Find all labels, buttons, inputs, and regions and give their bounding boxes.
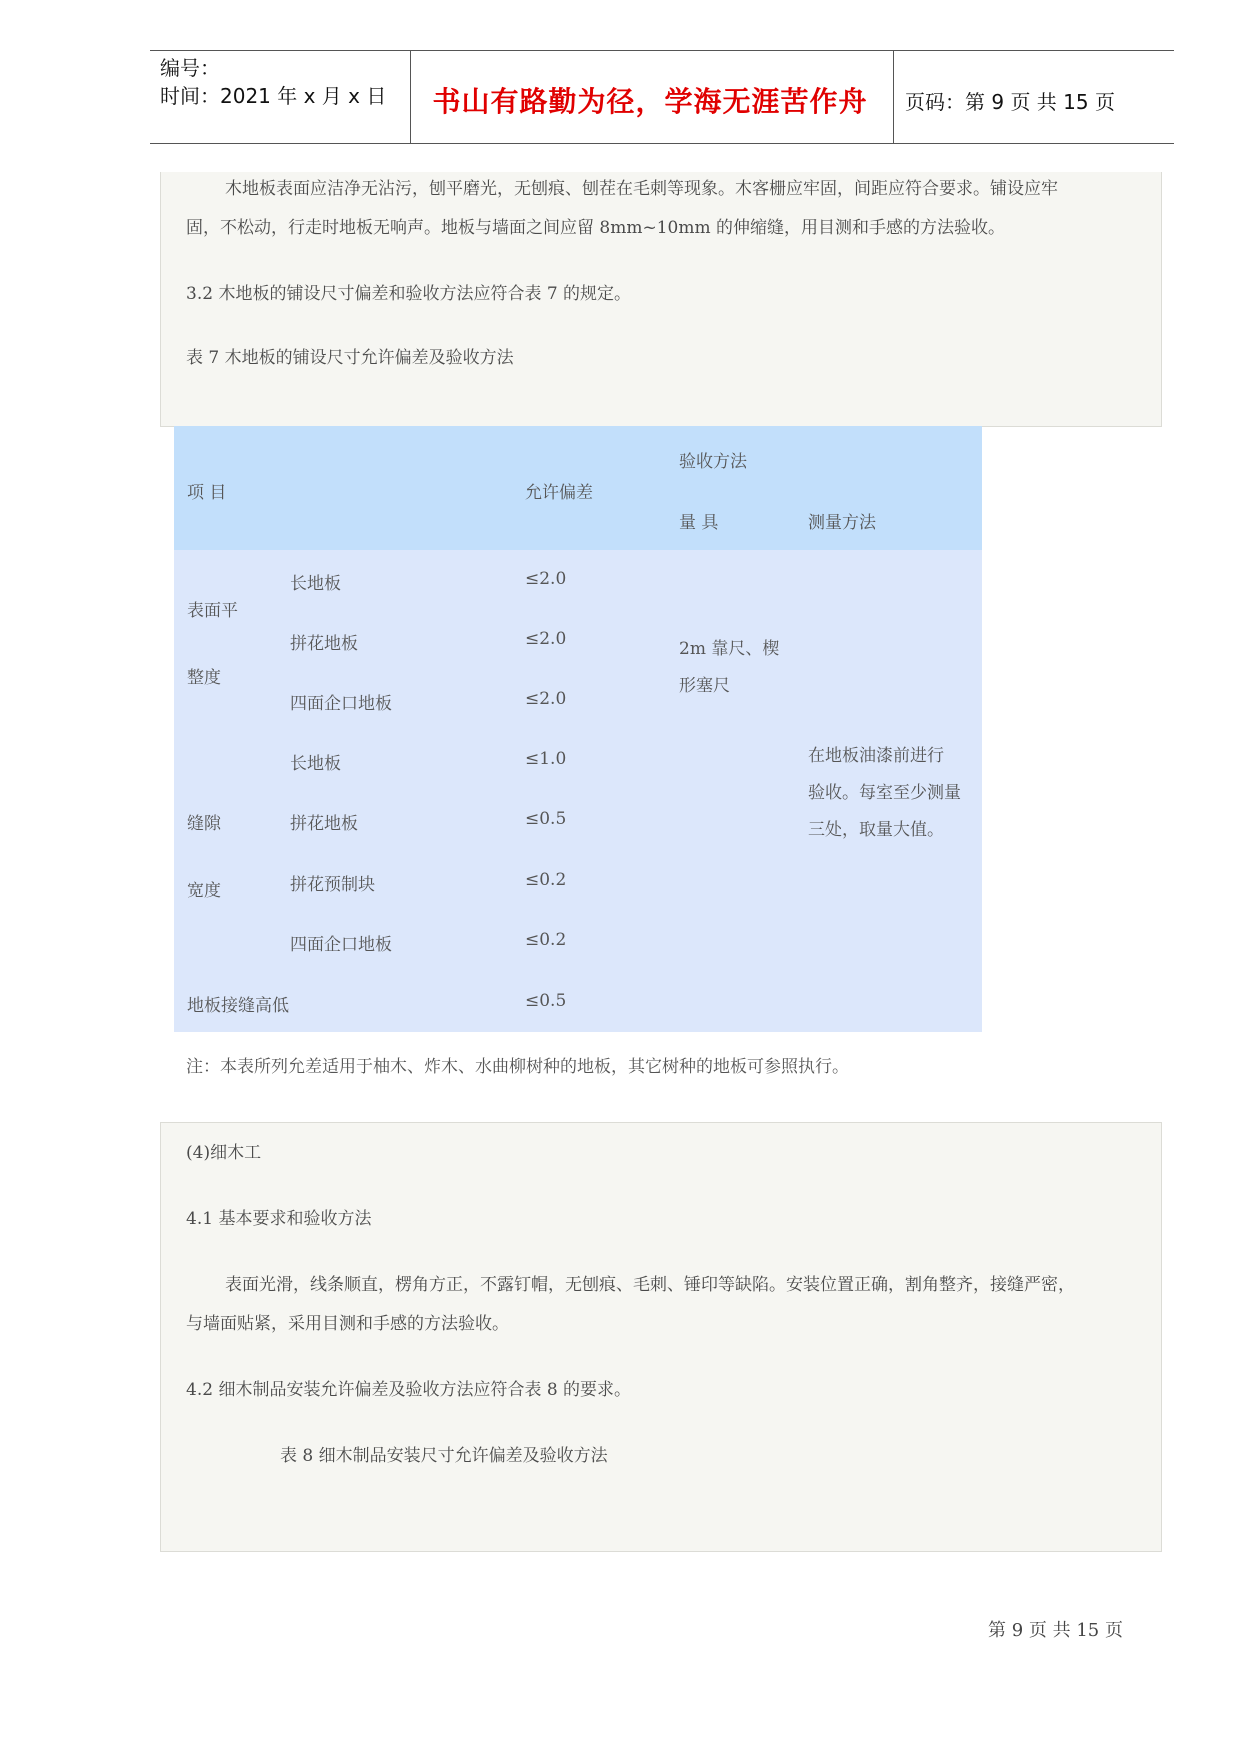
table-row-sub: 拼花地板 — [290, 634, 358, 654]
table7-group-gap-2: 宽度 — [187, 881, 221, 901]
table7-group-gap-1: 缝隙 — [187, 814, 221, 834]
section3-para-line1: 木地板表面应洁净无沾污，刨平磨光，无刨痕、刨茬在毛刺等现象。木客栅应牢固，间距应符合要求。铺设应牢 — [225, 179, 1058, 199]
table-row-tol: ≤0.5 — [525, 809, 567, 829]
table-row-sub: 四面企口地板 — [290, 935, 392, 955]
table7-last-row-item: 地板接缝高低 — [187, 996, 289, 1016]
section4-title: (4)细木工 — [186, 1143, 262, 1163]
table-row-sub: 拼花地板 — [290, 814, 358, 834]
table7-group-flatness-1: 表面平 — [187, 601, 238, 621]
table7-group-flatness-2: 整度 — [187, 668, 221, 688]
table7-header-tolerance: 允许偏差 — [525, 483, 593, 503]
table7-tool-line2: 形塞尺 — [679, 676, 730, 696]
section4-item-4-2: 4.2 细木制品安装允许偏差及验收方法应符合表 8 的要求。 — [186, 1380, 632, 1400]
section3-para-line2: 固，不松动，行走时地板无响声。地板与墙面之间应留 8mm~10mm 的伸缩缝，用目测和手感的方法验收。 — [186, 218, 1005, 238]
header-number: 编号： — [160, 56, 220, 80]
table7-measure-line1: 在地板油漆前进行 — [808, 746, 944, 766]
footer-page-number: 第 9 页 共 15 页 — [988, 1620, 1123, 1641]
table-row-tol: ≤2.0 — [525, 689, 567, 709]
table7-note: 注：本表所列允差适用于柚木、炸木、水曲柳树种的地板，其它树种的地板可参照执行。 — [186, 1057, 849, 1077]
header-time: 时间：2021 年 x 月 x 日 — [160, 84, 387, 108]
section4-item-4-1: 4.1 基本要求和验收方法 — [186, 1209, 372, 1229]
header-bottom-rule — [150, 143, 1174, 144]
header-top-rule — [150, 50, 1174, 51]
table-row-sub: 长地板 — [290, 574, 341, 594]
section4-para-line1: 表面光滑，线条顺直，楞角方正，不露钉帽，无刨痕、毛刺、锤印等缺陷。安装位置正确，割角整齐，接缝严密， — [225, 1275, 1075, 1295]
table-row-sub: 拼花预制块 — [290, 875, 375, 895]
table7-caption: 表 7 木地板的铺设尺寸允许偏差及验收方法 — [186, 348, 514, 368]
header-motto: 书山有路勤为径，学海无涯苦作舟 — [432, 85, 868, 118]
table7-tool-line1: 2m 靠尺、楔 — [679, 639, 780, 659]
table7-measure-line3: 三处，取量大值。 — [808, 820, 944, 840]
header-meta — [160, 54, 386, 110]
table-row-tol: ≤2.0 — [525, 629, 567, 649]
table7-measure-line2: 验收。每室至少测量 — [808, 783, 961, 803]
table7-last-row-tol: ≤0.5 — [525, 991, 567, 1011]
section4-para-line2: 与墙面贴紧，采用目测和手感的方法验收。 — [186, 1314, 509, 1334]
header-divider-right — [893, 50, 894, 143]
table-row-tol: ≤2.0 — [525, 569, 567, 589]
table7 — [174, 426, 982, 1032]
table-row-sub: 长地板 — [290, 754, 341, 774]
table-row-sub: 四面企口地板 — [290, 694, 392, 714]
table8-caption: 表 8 细木制品安装尺寸允许偏差及验收方法 — [280, 1446, 608, 1466]
table-row-tol: ≤0.2 — [525, 870, 567, 890]
header-page-number: 页码：第 9 页 共 15 页 — [905, 90, 1115, 114]
table7-header-item: 项 目 — [187, 483, 227, 503]
table-row-tol: ≤0.2 — [525, 930, 567, 950]
table7-header-measure: 测量方法 — [808, 513, 876, 533]
section3-item-3-2: 3.2 木地板的铺设尺寸偏差和验收方法应符合表 7 的规定。 — [186, 284, 632, 304]
table7-header-method: 验收方法 — [679, 452, 747, 472]
table7-header-tool: 量 具 — [679, 513, 719, 533]
table-row-tol: ≤1.0 — [525, 749, 567, 769]
